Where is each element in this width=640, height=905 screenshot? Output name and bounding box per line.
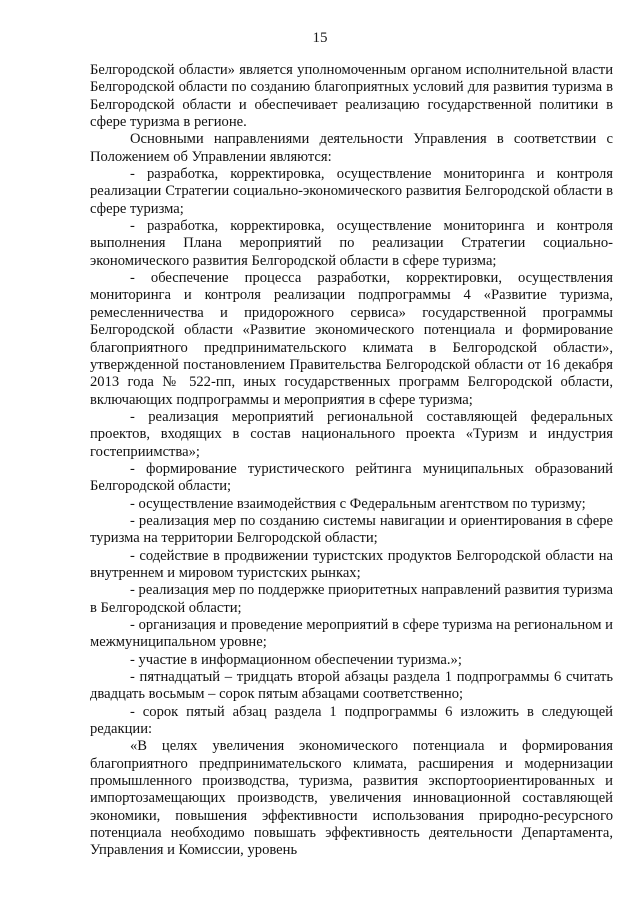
- quoted-paragraph: «В целях увеличения экономического потенциала и формирования благоприятного предпринимательского климата, расширения и модернизации промышленного производства, туризма, развития экспортоориентированных и импортозамещающих производств, увеличения инновационной составляющей экономики, повышения эффективности использования природно-ресурсного потенциала необходимо повышать эффективность деятельности Департамента, Управления и Комиссии, уровень: [90, 738, 613, 859]
- document-body: [90, 62, 613, 860]
- list-item: - осуществление взаимодействия с Федеральным агентством по туризму;: [130, 495, 586, 512]
- list-item: - разработка, корректировка, осуществление мониторинга и контроля выполнения Плана мероприятий по реализации Стратегии социально-экономического развития Белгородской области в сфере туризма;: [90, 218, 613, 269]
- list-item: - разработка, корректировка, осуществление мониторинга и контроля реализации Стратегии социально-экономического развития Белгородской области в сфере туризма;: [90, 166, 613, 217]
- paragraph: Основными направлениями деятельности Управления в соответствии с Положением об Управлении являются:: [90, 131, 613, 165]
- list-item: - реализация мер по поддержке приоритетных направлений развития туризма в Белгородской области;: [90, 582, 613, 616]
- paragraph: Белгородской области» является уполномоченным органом исполнительной власти Белгородской области по созданию благоприятных условий для развития туризма в Белгородской области и обеспечивает реализацию государственной политики в сфере туризма в регионе.: [90, 62, 613, 131]
- list-item: - сорок пятый абзац раздела 1 подпрограммы 6 изложить в следующей редакции:: [90, 703, 613, 738]
- list-item: - пятнадцатый – тридцать второй абзацы раздела 1 подпрограммы 6 считать двадцать восьмым – сорок пятым абзацами соответственно;: [90, 669, 613, 703]
- list-item: - содействие в продвижении туристских продуктов Белгородской области на внутреннем и мировом туристских рынках;: [90, 547, 613, 581]
- list-item: - организация и проведение мероприятий в сфере туризма на региональном и межмуниципальном уровне;: [90, 617, 613, 651]
- list-item: - участие в информационном обеспечении туризма.»;: [130, 651, 462, 668]
- list-item: - реализация мероприятий региональной составляющей федеральных проектов, входящих в состав национального проекта «Туризм и индустрия гостеприимства»;: [90, 408, 613, 460]
- page-number: 15: [312, 30, 328, 46]
- list-item: - формирование туристического рейтинга муниципальных образований Белгородской области;: [90, 460, 613, 495]
- list-item: - реализация мер по созданию системы навигации и ориентирования в сфере туризма на территории Белгородской области;: [90, 512, 613, 547]
- list-item: - обеспечение процесса разработки, корректировки, осуществления мониторинга и контроля реализации подпрограммы 4 «Развитие туризма, ремесленничества и придорожного сервиса» государственной программы Белгородской области «Развитие экономического потенциала и формирование благоприятного предпринимательского климата в Белгородской области», утвержденной постановлением Правительства Белгородской области от 16 декабря 2013 года № 522-пп, иных государственных программ Белгородской области, включающих подпрограммы и мероприятия в сфере туризма;: [90, 270, 613, 408]
